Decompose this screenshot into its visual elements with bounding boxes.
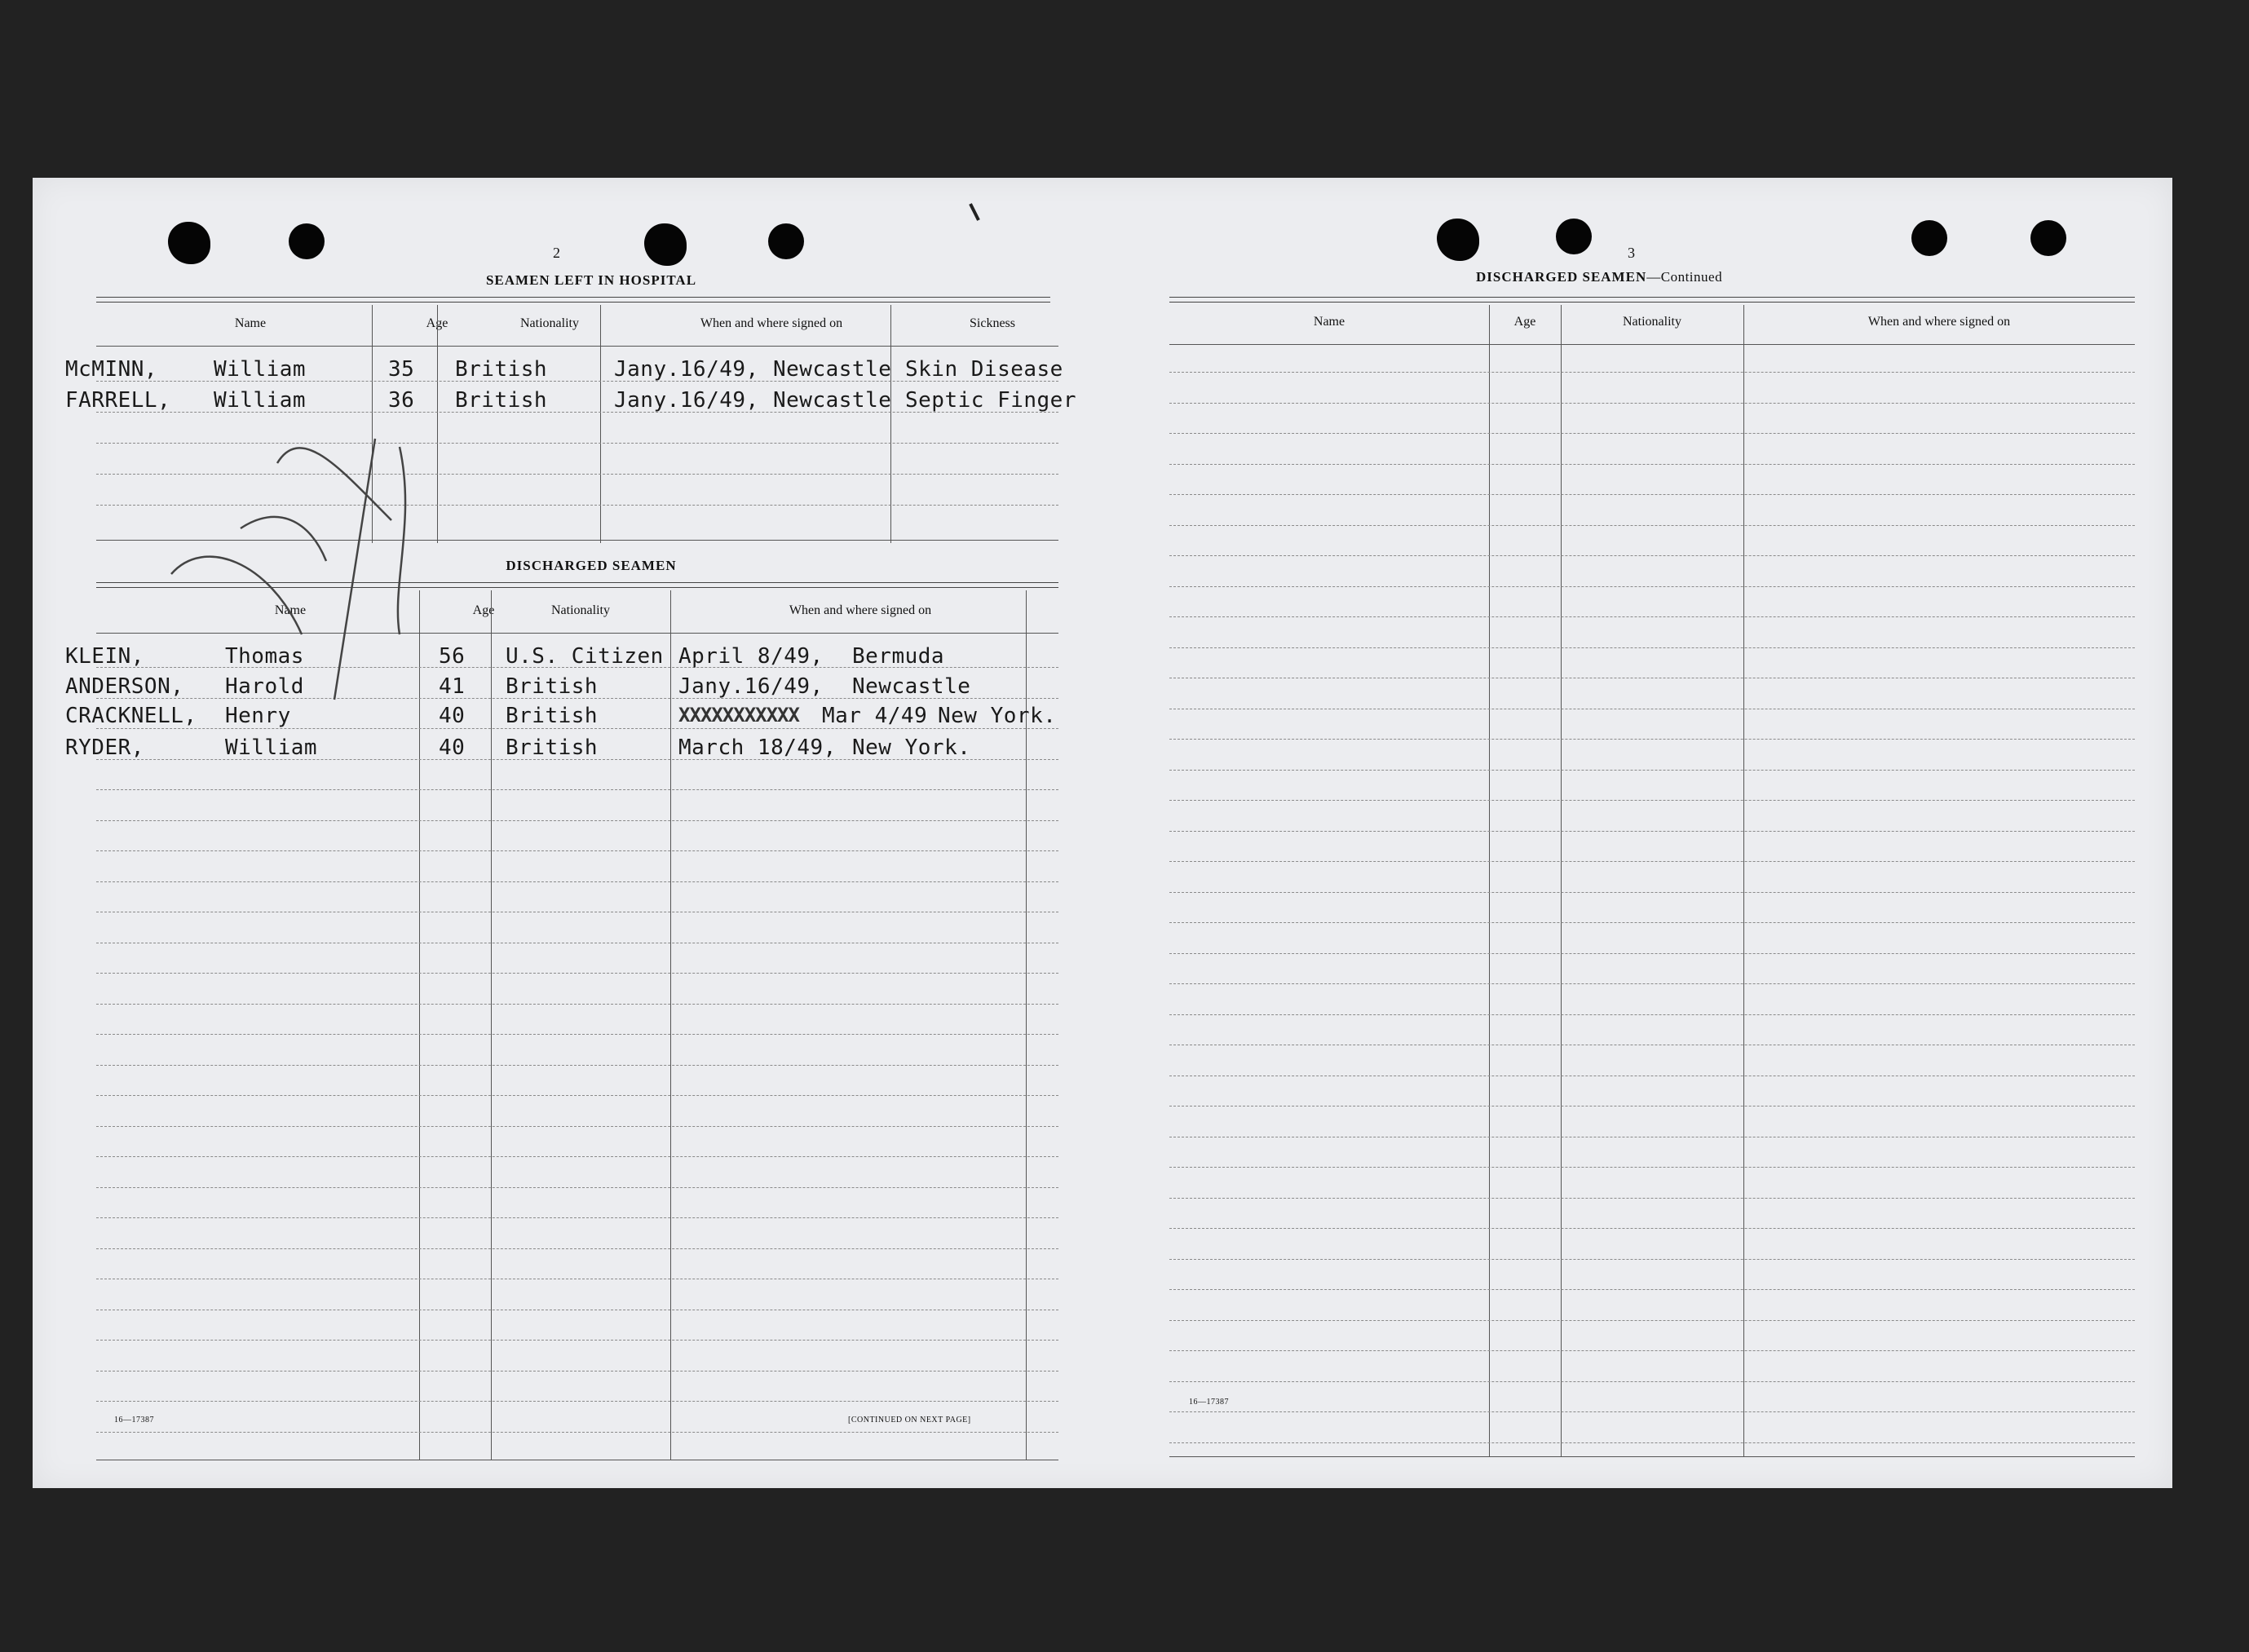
col-header-nationality: Nationality	[1623, 315, 1681, 329]
ruled-line	[96, 1432, 1058, 1433]
ruled-line	[96, 1401, 1058, 1402]
hospital-given-name: William	[214, 388, 307, 413]
discharged-signed-date: Mar 4/49	[822, 704, 928, 728]
discharged-signed-place: New York.	[938, 704, 1057, 728]
hospital-surname: McMINN,	[65, 357, 158, 382]
hospital-sickness: Skin Disease	[905, 357, 1063, 382]
page-number-left: 2	[553, 245, 560, 261]
ruled-line	[1169, 831, 2135, 832]
form-number-left: 16—17387	[114, 1416, 154, 1425]
rule	[1169, 1456, 2135, 1457]
ruled-line	[96, 973, 1058, 974]
ruled-line	[1169, 1350, 2135, 1351]
col-header-name: Name	[234, 316, 267, 330]
hospital-surname: FARRELL,	[65, 388, 171, 413]
rule	[1169, 344, 2135, 345]
ruled-line	[1169, 1381, 2135, 1382]
discharged-given-name: Thomas	[225, 644, 304, 669]
right-title-suffix: —Continued	[1646, 269, 1723, 285]
ruled-line	[1169, 555, 2135, 556]
ruled-line	[1169, 983, 2135, 984]
discharged-given-name: Harold	[225, 674, 304, 699]
ruled-line	[96, 881, 1058, 882]
ruled-line	[96, 1248, 1058, 1249]
discharged-signed-date: Jany.16/49,	[678, 674, 824, 699]
col-header-nationality: Nationality	[551, 603, 610, 617]
discharged-nationality: U.S. Citizen	[506, 644, 664, 669]
ruled-line	[1169, 647, 2135, 648]
ruled-line	[1169, 1320, 2135, 1321]
discharged-signed-place: Newcastle	[852, 674, 971, 699]
discharged-given-name: William	[225, 735, 318, 760]
discharged-nationality: British	[506, 704, 599, 728]
ruled-line	[1169, 1167, 2135, 1168]
ruled-line	[96, 1156, 1058, 1157]
discharged-signed-date: March 18/49,	[678, 735, 837, 760]
right-title-main: DISCHARGED SEAMEN	[1476, 269, 1647, 285]
col-header-signed-on: When and where signed on	[1867, 315, 2011, 329]
hospital-section-title: SEAMEN LEFT IN HOSPITAL	[485, 272, 697, 288]
discharged-surname: RYDER,	[65, 735, 144, 760]
discharged-age: 41	[439, 674, 466, 699]
ruled-line	[96, 1126, 1058, 1127]
ruled-line	[1169, 494, 2135, 495]
ruled-line	[1169, 770, 2135, 771]
ruled-line	[1169, 953, 2135, 954]
col-divider	[1561, 305, 1562, 1456]
col-divider	[1489, 305, 1490, 1456]
ruled-line	[96, 1187, 1058, 1188]
ruled-line	[1169, 1289, 2135, 1290]
hospital-nationality: British	[455, 388, 548, 413]
hospital-sickness: Septic Finger	[905, 388, 1076, 413]
ruled-line	[1169, 525, 2135, 526]
ruled-line	[1169, 1411, 2135, 1412]
rule	[1169, 297, 2135, 303]
ruled-line	[96, 850, 1058, 851]
ruled-line	[1169, 922, 2135, 923]
ruled-line	[1169, 1442, 2135, 1443]
form-number-right: 16—17387	[1189, 1398, 1229, 1407]
col-header-age: Age	[472, 603, 495, 617]
ruled-line	[1169, 616, 2135, 617]
col-header-signed-on: When and where signed on	[789, 603, 932, 617]
ledger-spread	[33, 178, 2172, 1488]
pencil-annotation	[33, 178, 1093, 830]
continued-note: [CONTINUED ON NEXT PAGE]	[848, 1416, 971, 1425]
col-header-sickness: Sickness	[970, 316, 1015, 330]
discharged-struck-entry: XXXXXXXXXXX	[678, 704, 799, 727]
ruled-line	[1169, 403, 2135, 404]
col-header-signed-on: When and where signed on	[700, 316, 843, 330]
discharged-signed-place: Bermuda	[852, 644, 945, 669]
ruled-line	[1169, 464, 2135, 465]
discharged-given-name: Henry	[225, 704, 291, 728]
discharged-age: 40	[439, 735, 466, 760]
punch-hole	[1911, 220, 1947, 256]
ruled-line	[1169, 739, 2135, 740]
ruled-line	[1169, 1228, 2135, 1229]
right-section-title	[1476, 269, 1722, 285]
discharged-nationality: British	[506, 674, 599, 699]
punch-hole	[1556, 219, 1592, 254]
col-header-name: Name	[274, 603, 307, 617]
ruled-line	[96, 1371, 1058, 1372]
discharged-surname: KLEIN,	[65, 644, 144, 669]
punch-hole	[2030, 220, 2066, 256]
discharged-signed-place: New York.	[852, 735, 971, 760]
hospital-nationality: British	[455, 357, 548, 382]
discharged-age: 40	[439, 704, 466, 728]
hospital-signed-date: Jany.16/49,	[614, 388, 759, 413]
col-header-age: Age	[426, 316, 448, 330]
hospital-given-name: William	[214, 357, 307, 382]
discharged-section-title: DISCHARGED SEAMEN	[506, 558, 677, 573]
ruled-line	[1169, 433, 2135, 434]
ruled-line	[96, 1217, 1058, 1218]
col-header-nationality: Nationality	[520, 316, 579, 330]
hospital-signed-date: Jany.16/49,	[614, 357, 759, 382]
ruled-line	[1169, 892, 2135, 893]
col-divider	[1743, 305, 1744, 1456]
hospital-age: 35	[388, 357, 415, 382]
ruled-line	[96, 1034, 1058, 1035]
col-header-age: Age	[1513, 315, 1536, 329]
discharged-nationality: British	[506, 735, 599, 760]
ruled-line	[96, 1065, 1058, 1066]
ruled-line	[1169, 1259, 2135, 1260]
hospital-signed-place: Newcastle	[773, 357, 892, 382]
ruled-line	[1169, 1198, 2135, 1199]
discharged-signed-date: April 8/49,	[678, 644, 824, 669]
hospital-age: 36	[388, 388, 415, 413]
ruled-line	[1169, 586, 2135, 587]
ruled-line	[1169, 861, 2135, 862]
col-header-name: Name	[1313, 315, 1345, 329]
ruled-line	[96, 1004, 1058, 1005]
punch-hole	[1437, 219, 1479, 261]
ruled-line	[1169, 372, 2135, 373]
ruled-line	[96, 1095, 1058, 1096]
ruled-line	[96, 1340, 1058, 1341]
ruled-line	[1169, 800, 2135, 801]
discharged-surname: CRACKNELL,	[65, 704, 197, 728]
ruled-line	[1169, 1014, 2135, 1015]
discharged-age: 56	[439, 644, 466, 669]
page-number-right: 3	[1628, 245, 1635, 261]
hospital-signed-place: Newcastle	[773, 388, 892, 413]
discharged-surname: ANDERSON,	[65, 674, 184, 699]
